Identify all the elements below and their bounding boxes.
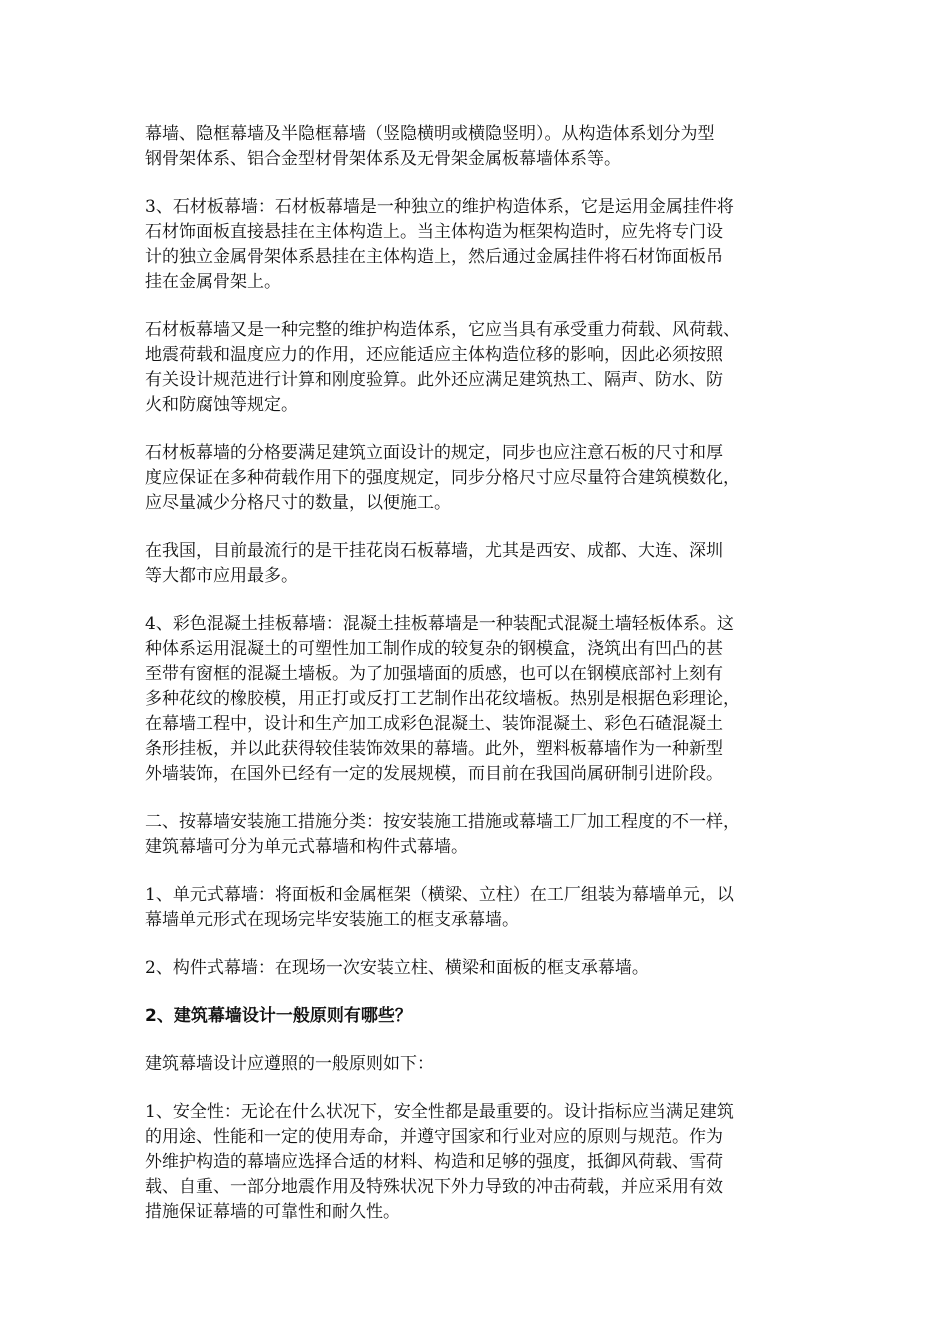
paragraph-installation-classification: 二、按幕墙安装施工措施分类：按安装施工措施或幕墙工厂加工程度的不一样， 建筑幕墙可分为单元式幕墙和构件式幕墙。 xyxy=(145,812,740,857)
document-page xyxy=(145,122,811,1248)
paragraph-stone-panel-intro: 3、石材板幕墙：石材板幕墙是一种独立的维护构造体系，它是运用金属挂件将 石材饰面板直接悬挂在主体构造上。当主体构造为框架构造时，应先将专门设 计的独立金属骨架体系悬挂在主体构造上，然后通过金属挂件将石材饰面板吊 挂在金属骨架上。 xyxy=(145,197,734,292)
paragraph-safety-principle: 1、安全性：无论在什么状况下，安全性都是最重要的。设计指标应当满足建筑 的用途、性能和一定的使用寿命，并遵守国家和行业对应的原则与规范。作为 外维护构造的幕墙应选择合适的材料、构造和足够的强度，抵御风荷载、雪荷 载、自重、一部分地震作用及特殊状况下外力导致的冲击荷载，并应采用有效 措施保证幕墙的可靠性和耐久性。 xyxy=(145,1102,734,1222)
paragraph-stone-panel-structure: 石材板幕墙又是一种完整的维护构造体系，它应当具有承受重力荷载、风荷载、 地震荷载和温度应力的作用，还应能适应主体构造位移的影响，因此必须按照 有关设计规范进行计算和刚度验算。此外还应满足建筑热工、隔声、防水、防 火和防腐蚀等规定。 xyxy=(145,320,740,415)
paragraph-stick-built-wall: 2、构件式幕墙：在现场一次安装立柱、横梁和面板的框支承幕墙。 xyxy=(145,958,649,978)
paragraph-curtain-wall-types: 幕墙、隐框幕墙及半隐框幕墙（竖隐横明或横隐竖明）。从构造体系划分为型 钢骨架体系、铝合金型材骨架体系及无骨架金属板幕墙体系等。 xyxy=(145,124,715,169)
paragraph-granite-usage: 在我国，目前最流行的是干挂花岗石板幕墙，尤其是西安、成都、大连、深圳 等大都市应用最多。 xyxy=(145,541,723,586)
paragraph-concrete-panel: 4、彩色混凝土挂板幕墙：混凝土挂板幕墙是一种装配式混凝土墙轻板体系。这 种体系运用混凝土的可塑性加工制作成的较复杂的钢模盒，浇筑出有凹凸的甚 至带有窗框的混凝土墙板。为了加强墙面的质感，也可以在钢模底部衬上刻有 多种花纹的橡胶模，用正打或反打工艺制作出花纹墙板。热别是根据色彩理论， 在幕墙工程中，设计和生产加工成彩色混凝土、装饰混凝土、彩色石碴混凝土 条形挂板，并以此获得较佳装饰效果的幕墙。此外，塑料板幕墙作为一种新型 外墙装饰，在国外已经有一定的发展规模，而目前在我国尚属研制引进阶段。 xyxy=(145,614,740,784)
paragraph-principles-intro: 建筑幕墙设计应遵照的一般原则如下： xyxy=(145,1054,434,1074)
section-heading-design-principles: 2、建筑幕墙设计一般原则有哪些？ xyxy=(145,1006,412,1026)
paragraph-unitized-wall: 1、单元式幕墙：将面板和金属框架（横梁、立柱）在工厂组装为幕墙单元，以 幕墙单元形式在现场完毕安装施工的框支承幕墙。 xyxy=(145,885,734,930)
paragraph-stone-panel-division: 石材板幕墙的分格要满足建筑立面设计的规定，同步也应注意石板的尺寸和厚 度应保证在多种荷载作用下的强度规定，同步分格尺寸应尽量符合建筑模数化， 应尽量减少分格尺寸的数量，以便施工。 xyxy=(145,443,740,513)
